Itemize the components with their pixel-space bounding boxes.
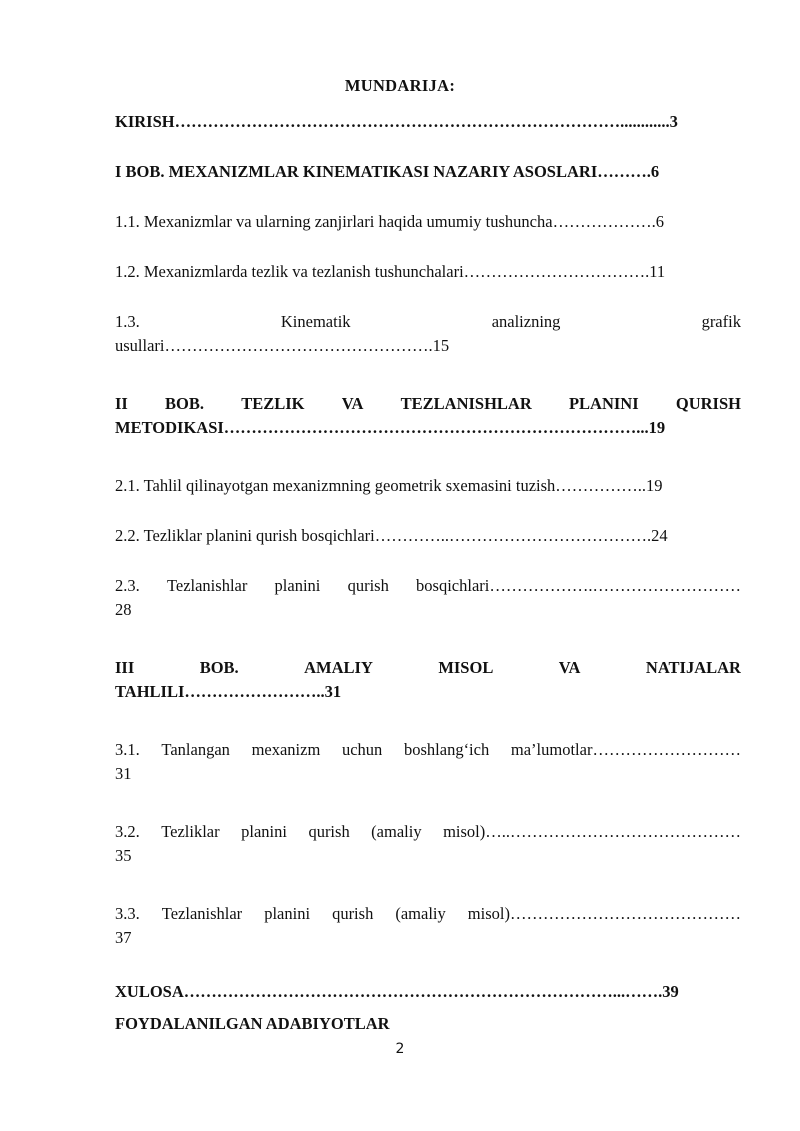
toc-word: bosqichlari……………….……………………… — [416, 576, 741, 595]
toc-entry-chapter-3 — [115, 656, 741, 704]
toc-entry-2-3 — [115, 574, 741, 622]
toc-word: NATIJALAR — [645, 658, 741, 677]
toc-word: BOB. — [199, 658, 239, 677]
toc-entry-continuation: METODIKASI…………………………………………………………………...19 — [115, 418, 666, 437]
toc-entry-3-1 — [115, 738, 741, 786]
toc-entry-justified-line — [115, 902, 741, 926]
toc-entry-justified-line — [115, 656, 741, 680]
toc-entry-continuation: 31 — [115, 764, 132, 783]
toc-word: qurish — [347, 576, 389, 595]
toc-entry-justified-line — [115, 820, 741, 844]
toc-word: Tezlanishlar — [166, 576, 248, 595]
toc-entry-1-2 — [115, 260, 741, 284]
toc-entry-text: 1.2. Mexanizmlarda tezlik va tezlanish tushunchalari…………………………….11 — [115, 262, 666, 281]
toc-entry-continuation: 35 — [115, 846, 132, 865]
toc-entry-continuation: usullari………………………………………….15 — [115, 336, 450, 355]
toc-entry-text: 2.1. Tahlil qilinayotgan mexanizmning geometrik sxemasini tuzish……………..19 — [115, 476, 663, 495]
toc-word: 2.3. — [115, 576, 140, 595]
toc-word: VA — [341, 394, 364, 413]
toc-word: 3.3. — [115, 904, 140, 923]
toc-word: 1.3. — [115, 312, 140, 331]
toc-word: ma’lumotlar……………………… — [510, 740, 741, 759]
toc-entry-chapter-2 — [115, 392, 741, 440]
toc-word: III — [115, 658, 135, 677]
toc-entry-references — [115, 1012, 741, 1036]
toc-entry-xulosa — [115, 980, 741, 1004]
toc-entry-3-2 — [115, 820, 741, 868]
toc-word: VA — [558, 658, 581, 677]
toc-entry-text: XULOSA……………………………………………………………………...…….39 — [115, 982, 679, 1001]
toc-word: TEZLIK — [241, 394, 305, 413]
toc-word: planini — [241, 822, 287, 841]
toc-entry-justified-line — [115, 392, 741, 416]
toc-word: Tezlanishlar — [161, 904, 243, 923]
page-number: 2 — [395, 1041, 405, 1057]
toc-word: Kinematik — [280, 312, 351, 331]
toc-entry-kirish — [115, 110, 741, 134]
toc-word: qurish — [332, 904, 374, 923]
toc-word: misol)…………………………………… — [467, 904, 741, 923]
toc-word: QURISH — [675, 394, 741, 413]
toc-entry-text: FOYDALANILGAN ADABIYOTLAR — [115, 1014, 390, 1033]
toc-entry-1-1 — [115, 210, 741, 234]
toc-entry-text: 1.1. Mexanizmlar va ularning zanjirlari haqida umumiy tushuncha……………….6 — [115, 212, 664, 231]
toc-word: Tanlangan — [161, 740, 230, 759]
toc-word: uchun — [341, 740, 383, 759]
toc-word: qurish — [308, 822, 350, 841]
toc-word: AMALIY — [304, 658, 373, 677]
toc-word: 3.2. — [115, 822, 140, 841]
toc-word: grafik — [701, 312, 741, 331]
toc-entry-justified-line — [115, 574, 741, 598]
toc-entry-2-1 — [115, 474, 741, 498]
toc-entry-chapter-1 — [115, 160, 741, 184]
toc-word: misol)…..…………………………………… — [443, 822, 741, 841]
page-title: MUNDARIJA: — [344, 76, 456, 95]
toc-entry-continuation: 28 — [115, 600, 132, 619]
toc-word: (amaliy — [395, 904, 446, 923]
toc-word: Tezliklar — [161, 822, 220, 841]
toc-word: boshlang‘ich — [403, 740, 490, 759]
toc-entry-justified-line — [115, 310, 741, 334]
toc-word: MISOL — [438, 658, 494, 677]
toc-entry-text: KIRISH………………………………………………………………………............3 — [115, 112, 678, 131]
toc-entry-3-3 — [115, 902, 741, 950]
toc-word: mexanizm — [251, 740, 321, 759]
toc-word: analizning — [491, 312, 561, 331]
toc-entry-justified-line — [115, 738, 741, 762]
toc-entry-continuation: TAHLILI……………………..31 — [115, 682, 342, 701]
toc-word: II — [115, 394, 128, 413]
toc-entry-1-3 — [115, 310, 741, 358]
toc-word: 3.1. — [115, 740, 140, 759]
toc-word: PLANINI — [568, 394, 639, 413]
toc-word: TEZLANISHLAR — [400, 394, 532, 413]
toc-word: planini — [274, 576, 321, 595]
toc-word: (amaliy — [371, 822, 422, 841]
toc-entry-continuation: 37 — [115, 928, 132, 947]
toc-word: BOB. — [165, 394, 205, 413]
toc-word: planini — [264, 904, 311, 923]
toc-entry-2-2 — [115, 524, 741, 548]
toc-entry-text: 2.2. Tezliklar planini qurish bosqichlari…………..……………………………….24 — [115, 526, 668, 545]
toc-entry-text: I BOB. MEXANIZMLAR KINEMATIKASI NAZARIY ASOSLARI……….6 — [115, 162, 660, 181]
